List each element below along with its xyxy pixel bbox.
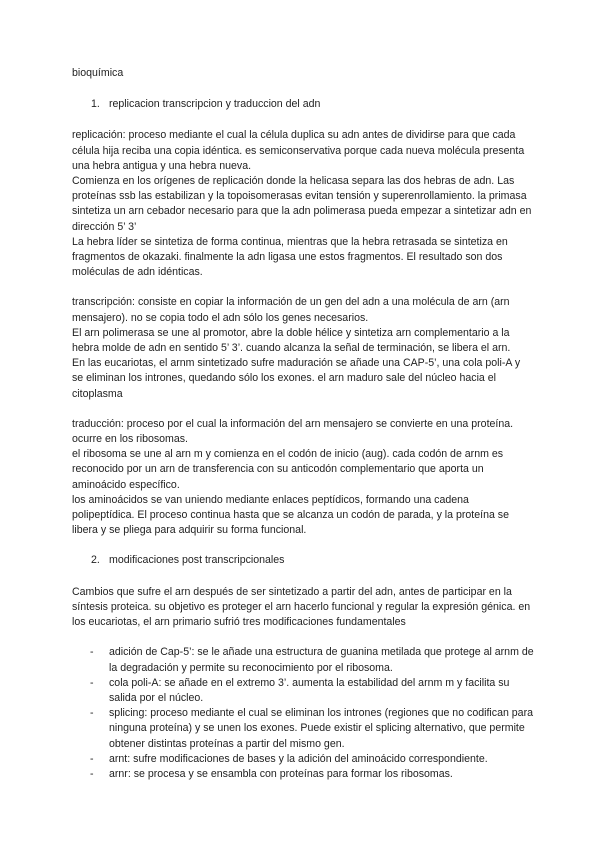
list-item-text: arnr: se procesa y se ensambla con proteínas para formar los ribosomas. <box>109 767 453 780</box>
paragraph-traduccion-2: el ribosoma se une al arn m y comienza en el codón de inicio (aug). cada codón de arnm es reconocido por un arn de transferencia con su anticodón complementario que aporta un aminoácido específico. <box>72 448 504 491</box>
paragraph-transcripcion-2: El arn polimerasa se une al promotor, abre la doble hélice y sintetiza arn complementario a la hebra molde de adn en sentido 5’ 3’. cuando alcanza la señal de terminación, se libera el arn. <box>72 326 511 355</box>
bullet-dash: - <box>90 676 94 689</box>
paragraph-traduccion-1: traducción: proceso por el cual la información del arn mensajero se convierte en una proteína. ocurre en los ribosomas. <box>72 417 514 446</box>
list-item <box>72 706 534 752</box>
spacer <box>72 280 534 295</box>
spacer <box>72 538 534 553</box>
list-item <box>72 767 534 782</box>
paragraph-transcripcion-1: transcripción: consiste en copiar la información de un gen del adn a una molécula de arn (arn mensajero). no se copia todo el adn sólo los genes necesarios. <box>72 296 510 324</box>
section-1-title: replicacion transcripcion y traduccion del adn <box>109 98 321 111</box>
list-item <box>72 645 534 675</box>
paragraph-transcripcion-3: En las eucariotas, el arnm sintetizado sufre maduración se añade una CAP-5’, una cola poli-A y se eliminan los intrones, quedando sólo los exones. el arn maduro sale del núcleo hacia el citoplasma <box>72 357 521 400</box>
document-page <box>72 66 534 782</box>
list-item-text: cola poli-A: se añade en el extremo 3’. aumenta la estabilidad del arnm m y facilita su salida por el núcleo. <box>109 676 510 704</box>
document-title: bioquímica <box>72 67 124 79</box>
bullet-dash: - <box>90 752 94 765</box>
paragraph-replicacion-2: Comienza en los orígenes de replicación donde la helicasa separa las dos hebras de adn. Las proteínas ssb las estabilizan y la topoisomerasas evitan tensión y superenrollamiento. la primasa sintetiza un arn cebador necesario para que la adn polimerasa pueda empezar a sintetizar adn en dirección 5’ 3’ <box>72 175 532 233</box>
spacer <box>72 402 534 417</box>
paragraph-replicacion-3: La hebra líder se sintetiza de forma continua, mientras que la hebra retrasada se sintetiza en fragmentos de okazaki. finalmente la adn ligasa une estos fragmentos. El resultado son dos moléculas de adn idénticas. <box>72 235 508 279</box>
section-2-title: modificaciones post transcripcionales <box>109 554 285 567</box>
spacer <box>72 630 534 645</box>
bullet-dash: - <box>90 707 94 720</box>
section-2-heading <box>72 553 534 568</box>
list-item-text: arnt: sufre modificaciones de bases y la adición del aminoácido correspondiente. <box>109 752 488 765</box>
paragraph-modificaciones-intro: Cambios que sufre el arn después de ser sintetizado a partir del adn, antes de participar en la síntesis proteica. su objetivo es proteger el arn hacerlo funcional y regular la expresión génica. en los eucariotas, el arn primario sufrió tres modificaciones fundamentales <box>72 585 531 629</box>
list-item <box>72 752 534 767</box>
list-item-text: splicing: proceso mediante el cual se eliminan los intrones (regiones que no codifican para ninguna proteína) y se unen los exones. Puede existir el splicing alternativo, que permite obtener distintas proteínas a partir del mismo gen. <box>109 707 533 750</box>
bullet-dash: - <box>90 646 94 659</box>
section-1-number: 1. <box>91 98 100 111</box>
list-item-text: adición de Cap-5’: se le añade una estructura de guanina metilada que protege al arnm de la degradación y permite su reconocimiento por el ribosoma. <box>109 646 534 674</box>
paragraph-traduccion-3: los aminoácidos se van uniendo mediante enlaces peptídicos, formando una cadena polipeptídica. El proceso continua hasta que se alcanza un codón de parada, y la proteína se libera y se pliega para adquirir su forma funcional. <box>72 493 509 537</box>
paragraph-replicacion-1: replicación: proceso mediante el cual la célula duplica su adn antes de dividirse para que cada célula hija reciba una copia idéntica. es semiconservativa porque cada nueva molécula presenta una hebra antigua y una hebra nueva. <box>72 129 525 172</box>
list-item <box>72 676 534 706</box>
section-2-number: 2. <box>91 554 100 567</box>
bullet-dash: - <box>90 767 94 780</box>
modificaciones-list <box>72 645 534 782</box>
section-1-heading <box>72 97 534 112</box>
